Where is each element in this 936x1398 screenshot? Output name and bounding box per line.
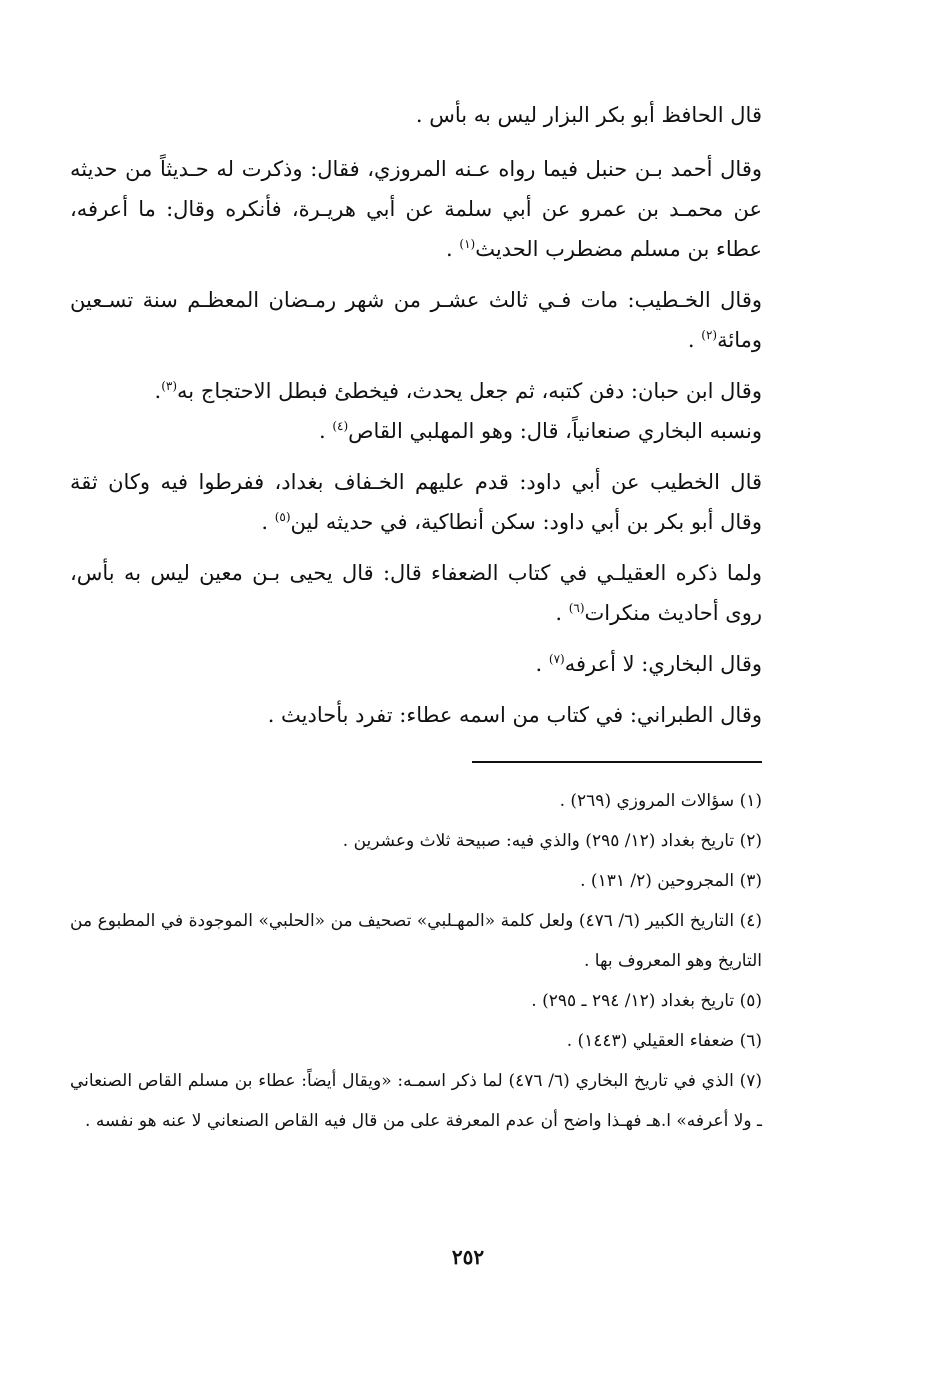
paragraph-5 <box>70 462 762 542</box>
paragraph-tail: . <box>261 510 275 534</box>
footnote-ref-6[interactable]: (٦) <box>568 601 585 615</box>
footnote-ref-1[interactable]: (١) <box>459 237 476 251</box>
footnote-text: تاريخ بغداد (١٢/ ٢٩٤ ـ ٢٩٥) . <box>531 991 735 1011</box>
footnote-6 <box>70 1021 762 1061</box>
footnote-number: (٧) <box>739 1071 762 1091</box>
footnote-number: (٤) <box>739 911 763 931</box>
paragraph-tail: . <box>154 379 162 403</box>
paragraph-tail: . <box>446 237 460 261</box>
footnote-ref-5[interactable]: (٥) <box>274 510 291 524</box>
footnote-number: (٦) <box>739 1031 762 1051</box>
footnote-number: (٣) <box>739 871 762 891</box>
paragraph-text: وقال ابن حبان: دفن كتبه، ثم جعل يحدث، فيخطئ فبطل الاحتجاج به <box>177 379 762 403</box>
paragraph-tail: . <box>555 601 569 625</box>
footnote-2 <box>70 821 762 861</box>
footnote-1 <box>70 781 762 821</box>
footnote-divider <box>472 761 762 763</box>
paragraph-text: وقال أحمد بـن حنبل فيما رواه عـنه المروزي، فقال: وذكرت له حـديثاً من حديثه عن محمـد بن عمرو عن أبي سلمة عن أبي هريـرة، فأنكره وقال: ما أعرفه، عطاء بن مسلم مضطرب الحديث <box>70 157 762 261</box>
paragraph-tail: . <box>687 328 702 352</box>
footnote-ref-3[interactable]: (٣) <box>161 379 178 393</box>
footnote-text: الذي في تاريخ البخاري (٦/ ٤٧٦) لما ذكر اسمـه: «ويقال أيضاً: عطاء بن مسلم القاص الصنعاني ـ ولا أعرفه» ا.هـ فهـذا واضح أن عدم المعرفة على من قال فيه القاص الصنعاني لا عنه هو نفسه . <box>70 1071 762 1131</box>
footnote-4 <box>70 901 762 981</box>
footnote-number: (٥) <box>739 991 762 1011</box>
footnotes <box>70 781 762 1141</box>
paragraph-text: ونسبه البخاري صنعانياً، قال: وهو المهلبي القاص <box>348 419 762 443</box>
footnote-7 <box>70 1061 762 1141</box>
footnote-ref-2[interactable]: (٢) <box>701 328 718 342</box>
paragraph-2 <box>70 149 762 269</box>
paragraph-8 <box>70 695 762 735</box>
footnote-number: (٢) <box>739 831 762 851</box>
paragraph-tail: . <box>535 652 549 676</box>
paragraph-tail: . <box>318 419 333 443</box>
footnote-number: (١) <box>739 791 762 811</box>
paragraph-4 <box>70 371 762 451</box>
footnote-text: سؤالات المروزي (٢٦٩) . <box>559 791 735 811</box>
footnote-3 <box>70 861 762 901</box>
footnote-ref-7[interactable]: (٧) <box>548 652 565 666</box>
footnote-text: التاريخ الكبير (٦/ ٤٧٦) ولعل كلمة «المهـلبي» تصحيف من «الحلبي» الموجودة في المطبوع من التاريخ وهو المعروف بها . <box>70 911 762 971</box>
paragraph-text: ولما ذكره العقيلـي في كتاب الضعفاء قال: قال يحيى بـن معين ليس به بأس، روى أحاديث منكرات <box>70 561 762 625</box>
footnote-text: المجروحين (٢/ ١٣١) . <box>580 871 735 891</box>
paragraph-text: قال الحافظ أبو بكر البزار ليس به بأس . <box>415 103 762 127</box>
paragraph-7 <box>70 644 762 684</box>
page-body <box>70 95 762 1141</box>
paragraph-text: وقال الخـطيب: مات فـي ثالث عشـر من شهر رمـضان المعظـم سنة تسـعين ومائة <box>70 288 762 352</box>
paragraph-3 <box>70 280 762 360</box>
page-number: ٢٥٢ <box>451 1245 485 1269</box>
footnote-ref-4[interactable]: (٤) <box>332 419 349 433</box>
footnote-text: تاريخ بغداد (١٢/ ٢٩٥) والذي فيه: صبيحة ثلاث وعشرين . <box>342 831 735 851</box>
footnote-text: ضعفاء العقيلي (١٤٤٣) . <box>566 1031 735 1051</box>
paragraph-text: وقال البخاري: لا أعرفه <box>564 652 762 676</box>
paragraph-text: قال الخطيب عن أبي داود: قدم عليهم الخـفاف بغداد، ففرطوا فيه وكان ثقة وقال أبو بكر بن أبي داود: سكن أنطاكية، في حديثه لين <box>70 470 762 534</box>
footnote-5 <box>70 981 762 1021</box>
paragraph-1 <box>70 95 762 135</box>
paragraph-text: وقال الطبراني: في كتاب من اسمه عطاء: تفرد بأحاديث . <box>267 703 762 727</box>
paragraph-6 <box>70 553 762 633</box>
